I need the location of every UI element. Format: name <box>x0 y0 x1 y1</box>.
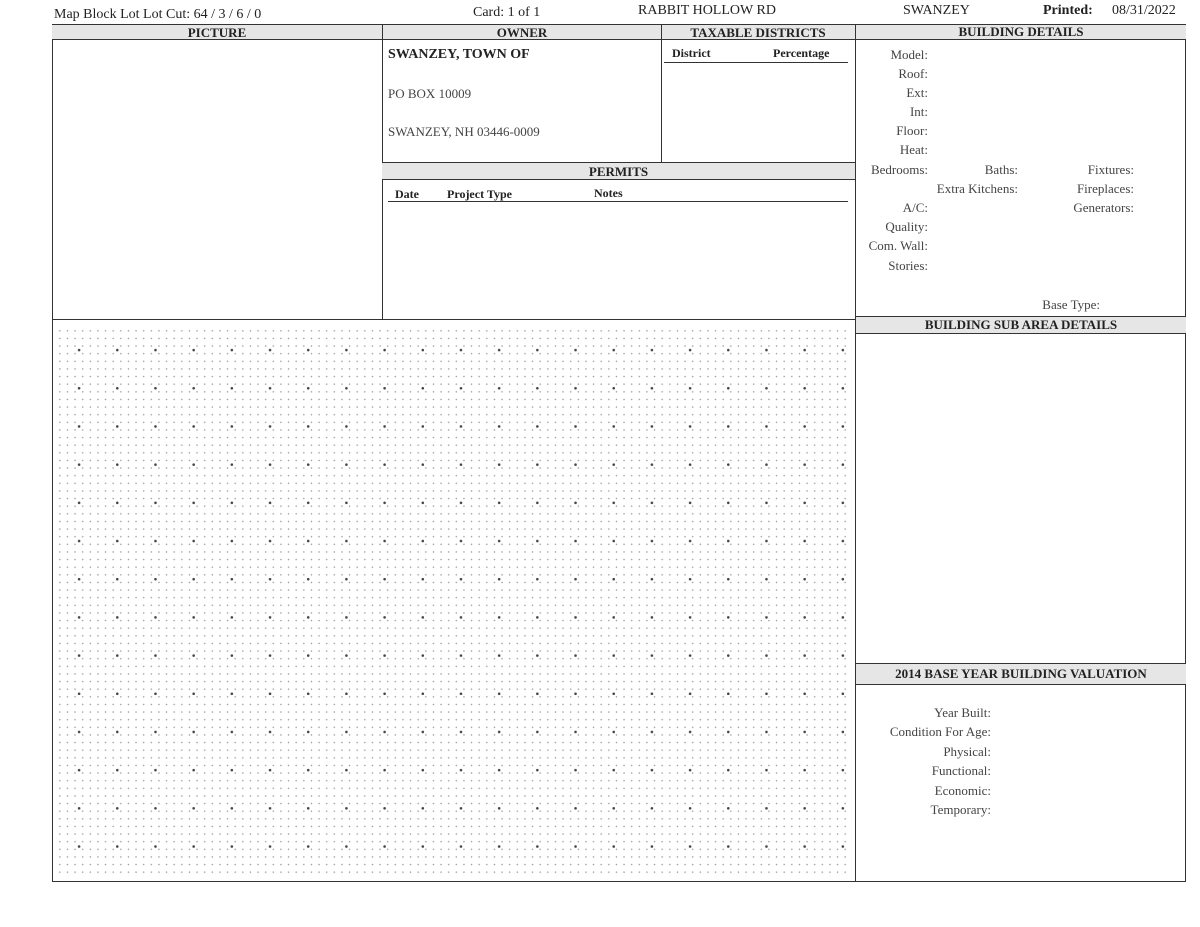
building-details-heading: BUILDING DETAILS <box>958 24 1084 39</box>
divider-top-sketch <box>52 319 856 320</box>
economic-label: Economic: <box>934 783 991 798</box>
permit-notes-header: Notes <box>594 186 623 200</box>
owner-name: SWANZEY, TOWN OF <box>388 47 530 62</box>
quality-label: Quality: <box>885 219 928 234</box>
functional-label: Functional: <box>931 763 991 778</box>
permit-date-header: Date <box>395 187 419 201</box>
ac-label: A/C: <box>902 200 928 215</box>
baths-label: Baths: <box>984 162 1018 177</box>
printed-label: Printed: <box>1043 3 1093 18</box>
permits-underline <box>388 201 848 202</box>
street-name: RABBIT HOLLOW RD <box>638 3 776 18</box>
owner-address-line1: PO BOX 10009 <box>388 86 472 101</box>
card-number: Card: 1 of 1 <box>473 5 541 20</box>
picture-heading: PICTURE <box>187 25 247 40</box>
fixtures-label: Fixtures: <box>1087 162 1134 177</box>
physical-label: Physical: <box>943 744 991 759</box>
permit-project-type-header: Project Type <box>447 187 512 201</box>
permits-heading: PERMITS <box>588 164 649 179</box>
printed-date: 08/31/2022 <box>1112 3 1176 18</box>
bedrooms-label: Bedrooms: <box>870 162 928 177</box>
map-block-lot: Map Block Lot Lot Cut: 64 / 3 / 6 / 0 <box>54 7 262 22</box>
divider-right-column <box>855 24 856 882</box>
stories-label: Stories: <box>888 258 928 273</box>
taxable-districts-heading: TAXABLE DISTRICTS <box>690 25 826 40</box>
valuation-heading: 2014 BASE YEAR BUILDING VALUATION <box>895 666 1147 681</box>
year-built-label: Year Built: <box>934 705 991 720</box>
ext-label: Ext: <box>906 85 928 100</box>
roof-label: Roof: <box>898 66 928 81</box>
base-type-label: Base Type: <box>1042 297 1100 312</box>
sub-area-heading: BUILDING SUB AREA DETAILS <box>924 317 1118 332</box>
temporary-label: Temporary: <box>930 802 991 817</box>
owner-heading: OWNER <box>496 25 548 40</box>
heat-label: Heat: <box>899 142 928 157</box>
sketch-grid <box>56 325 852 877</box>
fireplaces-label: Fireplaces: <box>1076 181 1134 196</box>
town-name: SWANZEY <box>903 3 970 18</box>
owner-address-line2: SWANZEY, NH 03446-0009 <box>388 124 540 139</box>
districts-underline <box>664 62 848 63</box>
percentage-column-header: Percentage <box>773 46 830 60</box>
extra-kitchens-label: Extra Kitchens: <box>936 181 1018 196</box>
model-label: Model: <box>890 47 928 62</box>
int-label: Int: <box>909 104 928 119</box>
floor-label: Floor: <box>896 123 928 138</box>
com-wall-label: Com. Wall: <box>868 238 928 253</box>
condition-for-age-label: Condition For Age: <box>889 724 991 739</box>
generators-label: Generators: <box>1073 200 1134 215</box>
divider-owner-districts <box>661 24 662 162</box>
district-column-header: District <box>672 46 711 60</box>
